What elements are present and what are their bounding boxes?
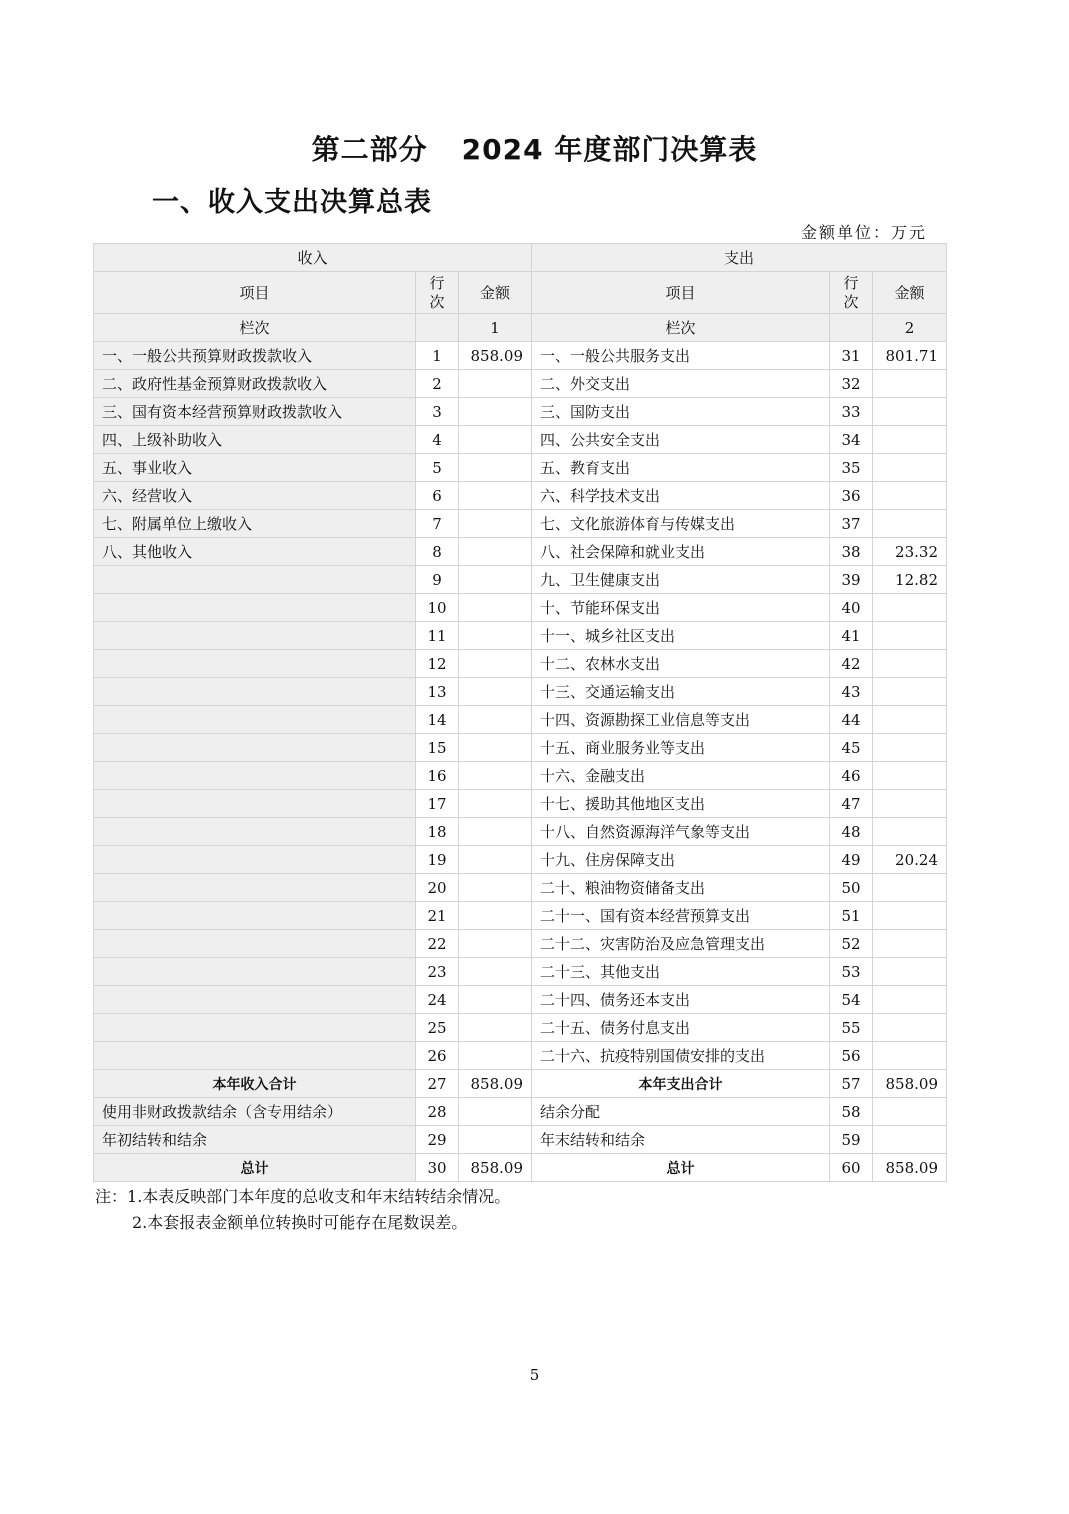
table-row <box>94 790 947 818</box>
income-item: 八、其他收入 <box>94 538 416 566</box>
expense-amount <box>873 594 947 622</box>
expense-row-no: 60 <box>830 1154 873 1182</box>
table-row <box>94 930 947 958</box>
income-item: 二、政府性基金预算财政拨款收入 <box>94 370 416 398</box>
expense-amount <box>873 958 947 986</box>
income-amount <box>459 902 532 930</box>
expense-amount <box>873 454 947 482</box>
table-row <box>94 370 947 398</box>
expense-amount <box>873 510 947 538</box>
income-row-no: 3 <box>416 398 459 426</box>
expense-row-no: 31 <box>830 342 873 370</box>
income-amount <box>459 678 532 706</box>
income-item: 一、一般公共预算财政拨款收入 <box>94 342 416 370</box>
income-row-no: 15 <box>416 734 459 762</box>
table-row <box>94 986 947 1014</box>
expense-row-no: 59 <box>830 1126 873 1154</box>
note-1-text: 1.本表反映部门本年度的总收支和年末结转结余情况。 <box>127 1187 511 1206</box>
income-amount <box>459 846 532 874</box>
expense-row-no: 53 <box>830 958 873 986</box>
note-1 <box>95 1184 510 1210</box>
expense-row-no: 47 <box>830 790 873 818</box>
expense-item: 总计 <box>532 1154 830 1182</box>
income-index-blank <box>416 314 459 342</box>
income-amount: 858.09 <box>459 1154 532 1182</box>
expense-item: 二十四、债务还本支出 <box>532 986 830 1014</box>
part-prefix: 第二部分 <box>311 133 428 166</box>
unit-label: 金额单位：万元 <box>800 223 927 242</box>
expense-index-label: 栏次 <box>532 314 830 342</box>
income-header: 收入 <box>94 244 532 272</box>
table-row <box>94 342 947 370</box>
table-row <box>94 734 947 762</box>
expense-amount <box>873 398 947 426</box>
expense-row-no: 43 <box>830 678 873 706</box>
income-row-no: 7 <box>416 510 459 538</box>
income-row-no-header-bottom: 次 <box>429 292 445 311</box>
income-row-no: 21 <box>416 902 459 930</box>
income-row-no-header <box>416 272 459 314</box>
summary-row <box>94 1070 947 1098</box>
note-prefix: 注： <box>95 1187 128 1206</box>
expense-amount <box>873 762 947 790</box>
expense-amount <box>873 706 947 734</box>
expense-amount: 23.32 <box>873 538 947 566</box>
income-item-header: 项目 <box>94 272 416 314</box>
expense-amount: 20.24 <box>873 846 947 874</box>
income-amount <box>459 818 532 846</box>
expense-item: 二十六、抗疫特别国债安排的支出 <box>532 1042 830 1070</box>
income-row-no: 13 <box>416 678 459 706</box>
income-item: 本年收入合计 <box>94 1070 416 1098</box>
expense-item: 十五、商业服务业等支出 <box>532 734 830 762</box>
table-row <box>94 566 947 594</box>
expense-row-no: 48 <box>830 818 873 846</box>
table-row <box>94 902 947 930</box>
income-row-no: 2 <box>416 370 459 398</box>
expense-item: 二十五、债务付息支出 <box>532 1014 830 1042</box>
income-amount: 858.09 <box>459 342 532 370</box>
income-item <box>94 874 416 902</box>
income-row-no: 9 <box>416 566 459 594</box>
expense-amount: 858.09 <box>873 1070 947 1098</box>
table-row <box>94 398 947 426</box>
table-row <box>94 1014 947 1042</box>
income-row-no: 20 <box>416 874 459 902</box>
expense-row-no: 50 <box>830 874 873 902</box>
income-row-no: 14 <box>416 706 459 734</box>
income-row-no: 25 <box>416 1014 459 1042</box>
column-index-row <box>94 314 947 342</box>
income-row-no: 27 <box>416 1070 459 1098</box>
income-row-no: 30 <box>416 1154 459 1182</box>
expense-amount <box>873 790 947 818</box>
income-amount <box>459 1014 532 1042</box>
income-amount <box>459 762 532 790</box>
income-item: 三、国有资本经营预算财政拨款收入 <box>94 398 416 426</box>
table-row <box>94 846 947 874</box>
summary-row <box>94 1098 947 1126</box>
expense-item: 十二、农林水支出 <box>532 650 830 678</box>
income-item <box>94 566 416 594</box>
income-amount <box>459 958 532 986</box>
table-row <box>94 678 947 706</box>
expense-item: 四、公共安全支出 <box>532 426 830 454</box>
income-item <box>94 958 416 986</box>
expense-item: 二十一、国有资本经营预算支出 <box>532 902 830 930</box>
expense-row-no: 51 <box>830 902 873 930</box>
expense-item: 二十三、其他支出 <box>532 958 830 986</box>
table-row <box>94 706 947 734</box>
expense-row-no: 58 <box>830 1098 873 1126</box>
income-item <box>94 986 416 1014</box>
expense-row-no: 54 <box>830 986 873 1014</box>
summary-row <box>94 1126 947 1154</box>
expense-row-no-header <box>830 272 873 314</box>
income-amount-header: 金额 <box>459 272 532 314</box>
page-number: 5 <box>529 1366 540 1384</box>
table-row <box>94 426 947 454</box>
income-item <box>94 678 416 706</box>
expense-item: 十九、住房保障支出 <box>532 846 830 874</box>
income-item <box>94 622 416 650</box>
expense-item: 结余分配 <box>532 1098 830 1126</box>
income-row-no: 26 <box>416 1042 459 1070</box>
expense-amount <box>873 734 947 762</box>
expense-row-no: 49 <box>830 846 873 874</box>
income-row-no: 1 <box>416 342 459 370</box>
income-amount <box>459 986 532 1014</box>
income-amount <box>459 510 532 538</box>
note-2: 2.本套报表金额单位转换时可能存在尾数误差。 <box>132 1213 468 1232</box>
expense-amount-header: 金额 <box>873 272 947 314</box>
expense-row-no-header-top: 行 <box>843 273 859 292</box>
expense-amount <box>873 902 947 930</box>
notes <box>95 1184 510 1236</box>
table-row <box>94 958 947 986</box>
table-row <box>94 454 947 482</box>
income-item <box>94 818 416 846</box>
expense-row-no-header-bottom: 次 <box>843 292 859 311</box>
expense-item: 十一、城乡社区支出 <box>532 622 830 650</box>
income-row-no: 23 <box>416 958 459 986</box>
expense-item: 七、文化旅游体育与传媒支出 <box>532 510 830 538</box>
expense-row-no: 38 <box>830 538 873 566</box>
income-row-no: 24 <box>416 986 459 1014</box>
income-amount <box>459 650 532 678</box>
expense-item: 八、社会保障和就业支出 <box>532 538 830 566</box>
income-row-no: 17 <box>416 790 459 818</box>
expense-item-header: 项目 <box>532 272 830 314</box>
income-item <box>94 1014 416 1042</box>
expense-row-no: 41 <box>830 622 873 650</box>
expense-item: 五、教育支出 <box>532 454 830 482</box>
expense-item: 十、节能环保支出 <box>532 594 830 622</box>
expense-row-no: 37 <box>830 510 873 538</box>
income-item: 七、附属单位上缴收入 <box>94 510 416 538</box>
income-item: 五、事业收入 <box>94 454 416 482</box>
income-row-no: 8 <box>416 538 459 566</box>
expense-item: 一、一般公共服务支出 <box>532 342 830 370</box>
budget-summary-table <box>93 243 947 1182</box>
income-amount <box>459 426 532 454</box>
income-amount <box>459 734 532 762</box>
expense-amount <box>873 622 947 650</box>
expense-amount: 858.09 <box>873 1154 947 1182</box>
section-title: 一、收入支出决算总表 <box>152 187 432 218</box>
table-row <box>94 762 947 790</box>
expense-item: 十四、资源勘探工业信息等支出 <box>532 706 830 734</box>
expense-row-no: 57 <box>830 1070 873 1098</box>
income-amount <box>459 1042 532 1070</box>
income-row-no: 5 <box>416 454 459 482</box>
expense-item: 九、卫生健康支出 <box>532 566 830 594</box>
expense-row-no: 39 <box>830 566 873 594</box>
income-column-index: 1 <box>459 314 532 342</box>
expense-item: 年末结转和结余 <box>532 1126 830 1154</box>
income-index-label: 栏次 <box>94 314 416 342</box>
expense-row-no: 45 <box>830 734 873 762</box>
table-row <box>94 874 947 902</box>
income-item: 总计 <box>94 1154 416 1182</box>
expense-header: 支出 <box>532 244 947 272</box>
income-amount <box>459 1098 532 1126</box>
expense-amount <box>873 650 947 678</box>
expense-row-no: 42 <box>830 650 873 678</box>
income-amount <box>459 930 532 958</box>
income-item <box>94 762 416 790</box>
table-group-header-row <box>94 244 947 272</box>
income-amount <box>459 482 532 510</box>
expense-amount <box>873 1126 947 1154</box>
expense-index-blank <box>830 314 873 342</box>
income-amount <box>459 566 532 594</box>
income-amount <box>459 370 532 398</box>
income-item: 使用非财政拨款结余（含专用结余） <box>94 1098 416 1126</box>
expense-item: 十八、自然资源海洋气象等支出 <box>532 818 830 846</box>
income-row-no: 18 <box>416 818 459 846</box>
expense-row-no: 36 <box>830 482 873 510</box>
expense-amount <box>873 818 947 846</box>
expense-row-no: 46 <box>830 762 873 790</box>
income-amount <box>459 874 532 902</box>
income-amount <box>459 622 532 650</box>
expense-amount: 801.71 <box>873 342 947 370</box>
income-item <box>94 1042 416 1070</box>
expense-row-no: 34 <box>830 426 873 454</box>
income-item <box>94 594 416 622</box>
part-title: 2024 年度部门决算表 <box>461 133 758 166</box>
expense-item: 六、科学技术支出 <box>532 482 830 510</box>
page-title <box>0 128 1069 168</box>
income-row-no-header-top: 行 <box>429 273 445 292</box>
income-amount <box>459 790 532 818</box>
income-amount <box>459 454 532 482</box>
expense-amount <box>873 1042 947 1070</box>
expense-item: 二十、粮油物资储备支出 <box>532 874 830 902</box>
expense-item: 三、国防支出 <box>532 398 830 426</box>
expense-row-no: 55 <box>830 1014 873 1042</box>
table-row <box>94 538 947 566</box>
income-amount <box>459 538 532 566</box>
income-item: 四、上级补助收入 <box>94 426 416 454</box>
expense-item: 二、外交支出 <box>532 370 830 398</box>
table-row <box>94 622 947 650</box>
income-amount <box>459 594 532 622</box>
expense-amount <box>873 370 947 398</box>
income-amount <box>459 706 532 734</box>
income-row-no: 4 <box>416 426 459 454</box>
table-row <box>94 594 947 622</box>
table-row <box>94 818 947 846</box>
expense-amount <box>873 986 947 1014</box>
income-row-no: 22 <box>416 930 459 958</box>
expense-row-no: 52 <box>830 930 873 958</box>
expense-item: 十六、金融支出 <box>532 762 830 790</box>
income-item <box>94 650 416 678</box>
expense-row-no: 44 <box>830 706 873 734</box>
income-row-no: 10 <box>416 594 459 622</box>
table-row <box>94 510 947 538</box>
expense-item: 二十二、灾害防治及应急管理支出 <box>532 930 830 958</box>
income-row-no: 29 <box>416 1126 459 1154</box>
income-row-no: 12 <box>416 650 459 678</box>
expense-item: 十七、援助其他地区支出 <box>532 790 830 818</box>
expense-row-no: 33 <box>830 398 873 426</box>
expense-row-no: 35 <box>830 454 873 482</box>
income-item: 年初结转和结余 <box>94 1126 416 1154</box>
expense-amount <box>873 678 947 706</box>
income-amount <box>459 1126 532 1154</box>
expense-row-no: 32 <box>830 370 873 398</box>
income-row-no: 6 <box>416 482 459 510</box>
expense-amount <box>873 1014 947 1042</box>
income-item <box>94 790 416 818</box>
expense-item: 十三、交通运输支出 <box>532 678 830 706</box>
income-amount <box>459 398 532 426</box>
summary-row <box>94 1154 947 1182</box>
expense-column-index: 2 <box>873 314 947 342</box>
income-row-no: 11 <box>416 622 459 650</box>
income-item <box>94 902 416 930</box>
income-item <box>94 734 416 762</box>
income-row-no: 16 <box>416 762 459 790</box>
table-column-header-row <box>94 272 947 314</box>
income-item <box>94 846 416 874</box>
table-row <box>94 1042 947 1070</box>
expense-amount: 12.82 <box>873 566 947 594</box>
expense-amount <box>873 426 947 454</box>
income-item <box>94 706 416 734</box>
expense-amount <box>873 874 947 902</box>
expense-amount <box>873 1098 947 1126</box>
expense-row-no: 40 <box>830 594 873 622</box>
income-item <box>94 930 416 958</box>
table-row <box>94 650 947 678</box>
table-row <box>94 482 947 510</box>
income-row-no: 19 <box>416 846 459 874</box>
expense-row-no: 56 <box>830 1042 873 1070</box>
expense-amount <box>873 482 947 510</box>
income-amount: 858.09 <box>459 1070 532 1098</box>
income-row-no: 28 <box>416 1098 459 1126</box>
expense-item: 本年支出合计 <box>532 1070 830 1098</box>
expense-amount <box>873 930 947 958</box>
income-item: 六、经营收入 <box>94 482 416 510</box>
